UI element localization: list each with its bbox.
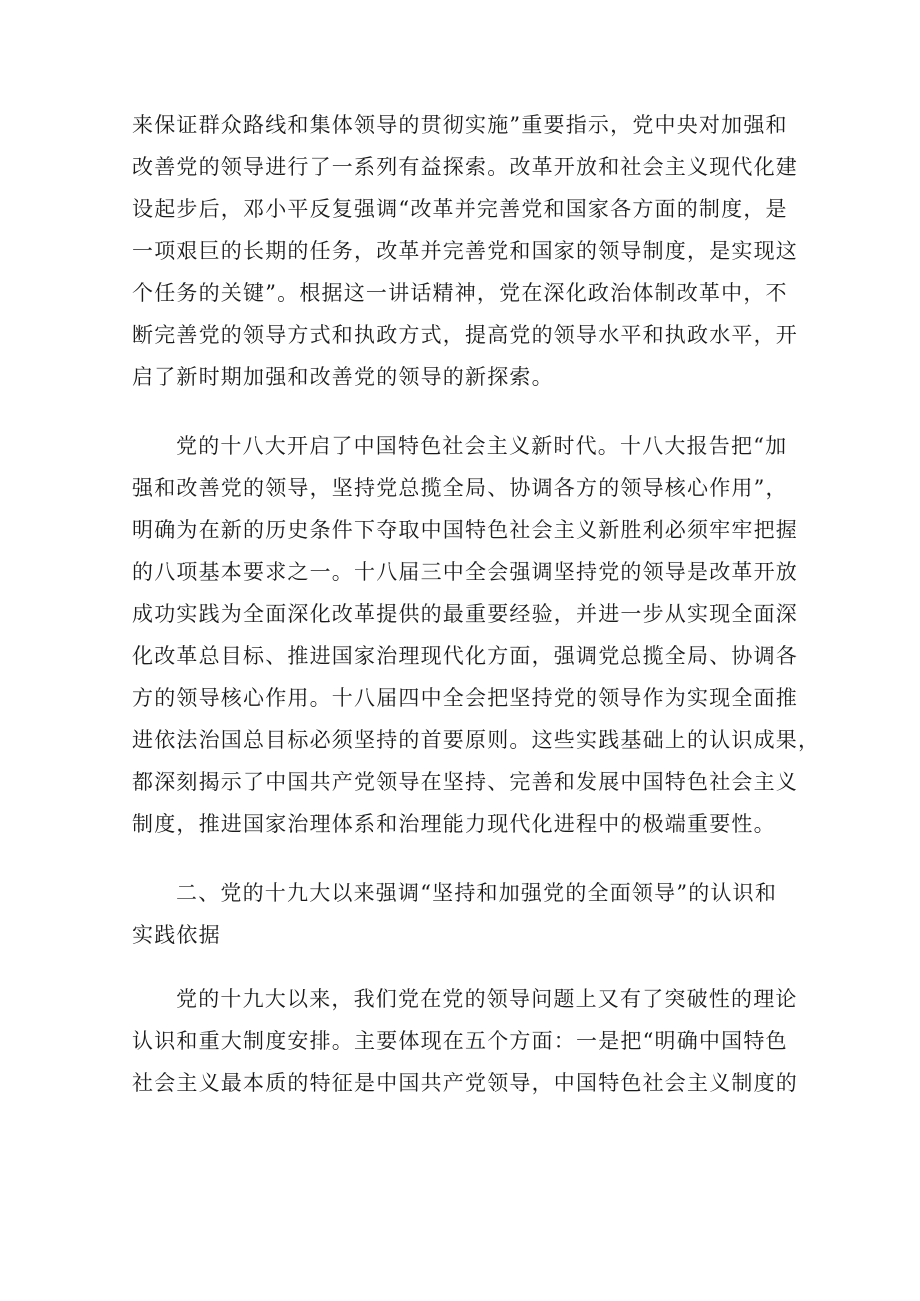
text-line: 明确为在新的历史条件下夺取中国特色社会主义新胜利必须牢牢把握 xyxy=(132,518,798,542)
text-line: 个任务的关键”。根据这一讲话精神，党在深化政治体制改革中，不 xyxy=(132,281,788,305)
heading-line: 二、党的十九大以来强调“坚持和加强党的全面领导”的认识和 xyxy=(176,881,778,905)
paragraph-spacer xyxy=(132,845,792,872)
text-line: 来保证群众路线和集体领导的贯彻实施”重要指示，党中央对加强和 xyxy=(132,113,788,137)
text-line: 都深刻揭示了中国共产党领导在坚持、完善和发展中国特色社会主义 xyxy=(132,770,798,794)
text-line: 强和改善党的领导，坚持党总揽全局、协调各方的领导核心作用”， xyxy=(132,476,788,500)
section-heading xyxy=(132,872,792,956)
text-line: 认识和重大制度安排。主要体现在五个方面：一是把“明确中国特色 xyxy=(132,1029,788,1053)
text-line: 启了新时期加强和改善党的领导的新探索。 xyxy=(132,365,554,389)
text-line: 党的十九大以来，我们党在党的领导问题上又有了突破性的理论 xyxy=(176,987,798,1011)
paragraph-1 xyxy=(132,104,798,398)
text-line: 制度，推进国家治理体系和治理能力现代化进程中的极端重要性。 xyxy=(132,812,776,836)
text-line: 方的领导核心作用。十八届四中全会把坚持党的领导作为实现全面推 xyxy=(132,686,798,710)
paragraph-2 xyxy=(132,425,821,845)
paragraph-spacer xyxy=(132,398,792,425)
paragraph-3 xyxy=(132,978,798,1104)
text-line: 进依法治国总目标必须坚持的首要原则。这些实践基础上的认识成果， xyxy=(132,728,821,752)
text-line: 断完善党的领导方式和执政方式，提高党的领导水平和执政水平，开 xyxy=(132,323,798,347)
text-line: 一项艰巨的长期的任务，改革并完善党和国家的领导制度，是实现这 xyxy=(132,239,798,263)
paragraph-spacer xyxy=(132,956,792,978)
text-line: 社会主义最本质的特征是中国共产党领导，中国特色社会主义制度的 xyxy=(132,1071,798,1095)
text-line: 设起步后，邓小平反复强调“改革并完善党和国家各方面的制度，是 xyxy=(132,197,788,221)
heading-line: 实践依据 xyxy=(132,923,221,947)
text-line: 改善党的领导进行了一系列有益探索。改革开放和社会主义现代化建 xyxy=(132,155,798,179)
text-line: 成功实践为全面深化改革提供的最重要经验，并进一步从实现全面深 xyxy=(132,602,798,626)
text-line: 的八项基本要求之一。十八届三中全会强调坚持党的领导是改革开放 xyxy=(132,560,798,584)
document-body xyxy=(132,104,821,1104)
text-line: 党的十八大开启了中国特色社会主义新时代。十八大报告把“加 xyxy=(176,434,788,458)
text-line: 化改革总目标、推进国家治理现代化方面，强调党总揽全局、协调各 xyxy=(132,644,798,668)
